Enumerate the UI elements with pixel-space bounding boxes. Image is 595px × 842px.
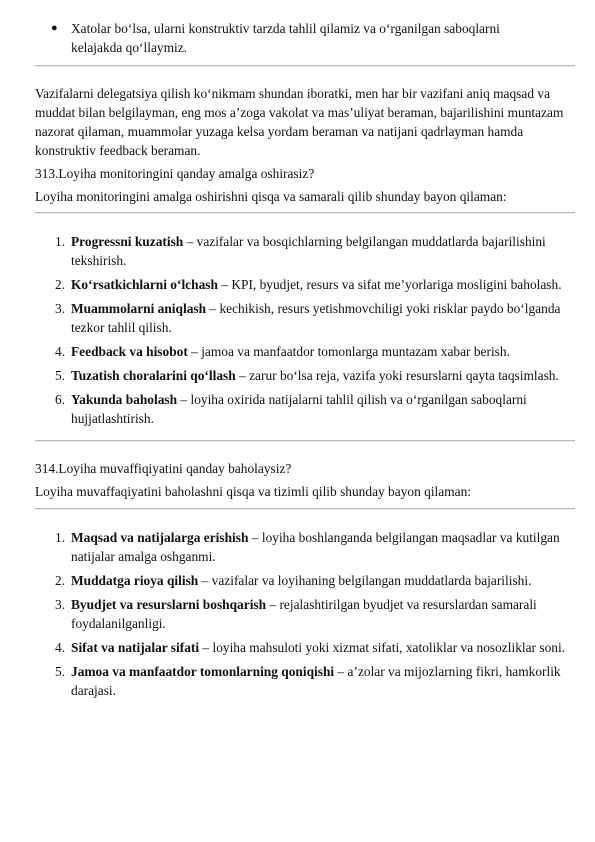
list-item-number: 5. <box>55 664 66 679</box>
list-item <box>35 571 575 590</box>
list-item-title: Maqsad va natijalarga erishish <box>71 530 249 545</box>
list-item <box>35 232 575 270</box>
list-item-text: – rejalashtirilgan byudjet va resurslardan samarali foydalanilganligi. <box>71 597 537 631</box>
list-item-text: – KPI, byudjet, resurs va sifat me’yorlariga mosligini baholash. <box>217 277 562 292</box>
list-item-title: Yakunda baholash <box>71 392 178 407</box>
list-item <box>35 528 575 566</box>
list-item-title: Tuzatish choralarini qo‘llash <box>71 368 236 383</box>
list-item-text: – kechikish, resurs yetishmovchiligi yoki risklar paydo bo‘lganda tezkor tahlil qilish. <box>71 301 561 335</box>
list-item-number: 2. <box>55 573 66 588</box>
list-item-title: Muddatga rioya qilish <box>71 573 199 588</box>
list-item-title: Ko‘rsatkichlarni o‘lchash <box>71 277 218 292</box>
list-item <box>35 662 575 700</box>
list-item-text: – zarur bo‘lsa reja, vazifa yoki resurslarni qayta taqsimlash. <box>235 368 559 383</box>
list-item <box>35 638 575 657</box>
list-item-number: 3. <box>55 301 66 316</box>
list-item-number: 4. <box>55 640 66 655</box>
list-item <box>35 390 575 428</box>
list-item-title: Jamoa va manfaatdor tomonlarning qoniqishi <box>71 664 335 679</box>
monitoring-list <box>35 232 575 428</box>
list-item-number: 5. <box>55 368 66 383</box>
list-item-number: 1. <box>55 234 66 249</box>
intro-bullet-list <box>35 19 575 57</box>
list-item-text: – vazifalar va loyihaning belgilangan muddatlarda bajarilishi. <box>198 573 532 588</box>
question-313: 313.Loyiha monitoringini qanday amalga oshirasiz? <box>35 166 315 181</box>
list-item-text: – loyiha oxirida natijalarni tahlil qilish va o‘rganilgan saboqlarni hujjatlashtirish. <box>71 392 527 426</box>
document-page <box>35 0 575 705</box>
list-item-text: – vazifalar va bosqichlarning belgilangan muddatlarda bajarilishini tekshirish. <box>71 234 546 268</box>
list-item <box>35 275 575 294</box>
list-item-title: Progressni kuzatish <box>71 234 184 249</box>
list-item <box>35 299 575 337</box>
list-item-title: Muammolarni aniqlash <box>71 301 207 316</box>
list-item-text: – loyiha mahsuloti yoki xizmat sifati, xatoliklar va nosozliklar soni. <box>199 640 566 655</box>
delegation-paragraph: Vazifalarni delegatsiya qilish ko‘nikmam shundan iboratki, men har bir vazifani aniq maqsad va muddat bilan belgilayman, eng mos a’zoga vakolat va mas’uliyat beraman, bajarilishini muntazam nazorat qilaman, muammolar yuzaga kelsa yordam beraman va natijani qadrlayman hamda konstruktiv feedback beraman. <box>35 86 564 158</box>
list-item <box>35 366 575 385</box>
question-314: 314.Loyiha muvaffiqiyatini qanday baholaysiz? <box>35 461 292 476</box>
list-item-title: Sifat va natijalar sifati <box>71 640 200 655</box>
list-item-number: 2. <box>55 277 66 292</box>
list-item-title: Feedback va hisobot <box>71 344 188 359</box>
list-item-number: 6. <box>55 392 66 407</box>
list-item-title: Byudjet va resurslarni boshqarish <box>71 597 267 612</box>
list-item-number: 3. <box>55 597 66 612</box>
list-item-text: – a’zolar va mijozlarning fikri, hamkorlik darajasi. <box>71 664 561 698</box>
list-item-number: 4. <box>55 344 66 359</box>
list-item-number: 1. <box>55 530 66 545</box>
list-item-text: – jamoa va manfaatdor tomonlarga muntazam xabar berish. <box>187 344 510 359</box>
list-item <box>35 342 575 361</box>
list-item <box>35 595 575 633</box>
intro-bullet-text: Xatolar bo‘lsa, ularni konstruktiv tarzda tahlil qilamiz va o‘rganilgan saboqlarni kelajakda qo‘llaymiz. <box>71 21 500 55</box>
success-evaluation-list <box>35 528 575 700</box>
bullet-icon: ● <box>51 22 58 34</box>
list-item-text: – loyiha boshlanganda belgilangan maqsadlar va kutilgan natijalar amalga oshganmi. <box>71 530 560 564</box>
question-314-intro: Loyiha muvaffaqiyatini baholashni qisqa va tizimli qilib shunday bayon qilaman: <box>35 484 471 499</box>
question-313-intro: Loyiha monitoringini amalga oshirishni qisqa va samarali qilib shunday bayon qilaman: <box>35 189 507 204</box>
list-item <box>35 19 541 57</box>
